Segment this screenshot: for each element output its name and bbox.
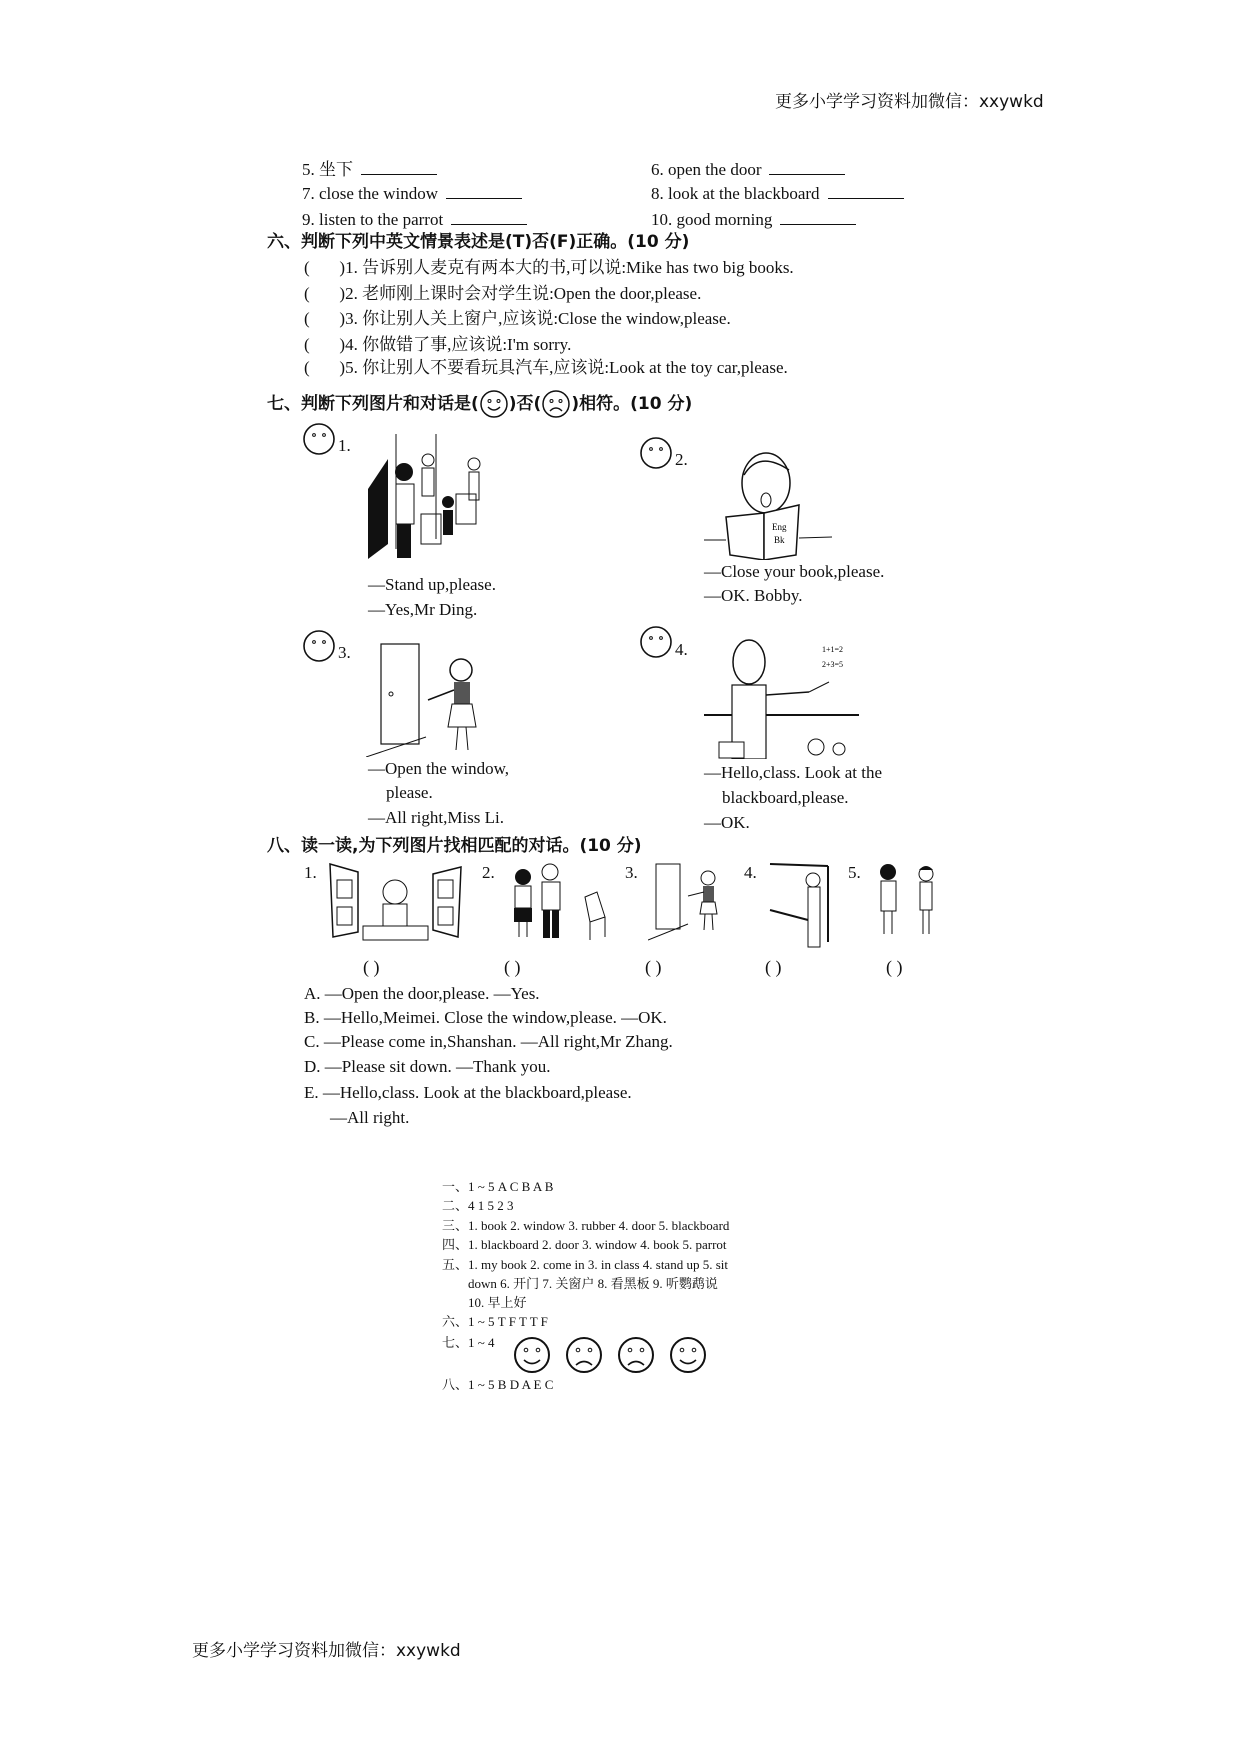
- tf-text: 3. 你让别人关上窗户,应该说:Close the window,please.: [345, 309, 731, 328]
- vocab-label: 7. close the window: [302, 184, 438, 203]
- answer-paren[interactable]: ( ): [304, 284, 346, 303]
- answer-paren[interactable]: ( ): [304, 358, 346, 377]
- dialog-line: blackboard,please.: [722, 788, 849, 807]
- answer-paren[interactable]: ( ): [645, 957, 662, 977]
- dialog-line: —OK.: [704, 813, 750, 832]
- dialog-line: please.: [386, 783, 433, 802]
- dialog-line: —Close your book,please.: [704, 562, 885, 581]
- answer-paren[interactable]: ( ): [304, 258, 346, 277]
- option-c: C. —Please come in,Shanshan. —All right,Mr Zhang.: [304, 1032, 673, 1051]
- section8-heading: 八、读一读,为下列图片找相匹配的对话。(10 分): [267, 836, 642, 856]
- vocab-item-7: [302, 184, 522, 204]
- picture-number: 3.: [625, 863, 638, 882]
- answer-line: 一、1 ~ 5 A C B A B: [442, 1179, 554, 1194]
- answer-faces: [512, 1335, 708, 1375]
- dialog-line: —OK. Bobby.: [704, 586, 803, 605]
- vocab-label: 9. listen to the parrot: [302, 210, 444, 229]
- answer-line: 10. 早上好: [468, 1295, 527, 1310]
- answer-line: 六、1 ~ 5 T F T T F: [442, 1314, 548, 1329]
- answer-blank[interactable]: [361, 160, 437, 175]
- vocab-item-10: [651, 210, 856, 230]
- vocab-item-6: [651, 160, 845, 180]
- dialog-line: —Stand up,please.: [368, 575, 496, 594]
- vocab-item-5: [302, 160, 437, 180]
- dialog-line: —Yes,Mr Ding.: [368, 600, 478, 619]
- boy-and-girl-talking-illustration: [873, 862, 943, 940]
- section6-heading: 六、判断下列中英文情景表述是(T)否(F)正确。(10 分): [267, 232, 690, 252]
- answer-paren[interactable]: ( ): [504, 957, 521, 977]
- answer-blank[interactable]: [446, 184, 522, 199]
- frown-face-icon: [616, 1335, 656, 1375]
- smile-face-icon: [668, 1335, 708, 1375]
- svg-text:Eng: Eng: [772, 522, 787, 532]
- option-b: B. —Hello,Meimei. Close the window,please. —OK.: [304, 1008, 667, 1027]
- answer-paren[interactable]: ( ): [304, 309, 346, 328]
- heading-part: )相符。(10 分): [571, 394, 693, 414]
- option-e-continued: —All right.: [330, 1108, 410, 1127]
- picture-number: 5.: [848, 863, 861, 882]
- answer-line: 八、1 ~ 5 B D A E C: [442, 1377, 554, 1392]
- frown-face-icon: [541, 389, 571, 419]
- picture-number: 1.: [304, 863, 317, 882]
- answer-blank[interactable]: [828, 184, 904, 199]
- answer-blank[interactable]: [780, 210, 856, 225]
- answer-blank[interactable]: [451, 210, 527, 225]
- tf-item: [304, 358, 788, 378]
- vocab-label: 5. 坐下: [302, 160, 353, 179]
- answer-blank[interactable]: [769, 160, 845, 175]
- vocab-label: 10. good morning: [651, 210, 773, 229]
- watermark-bottom: 更多小学学习资料加微信：xxywkd: [192, 1641, 461, 1661]
- answer-line: 四、1. blackboard 2. door 3. window 4. book 5. parrot: [442, 1237, 727, 1252]
- tf-item: [304, 284, 701, 304]
- vocab-item-9: [302, 210, 527, 230]
- vocab-item-8: [651, 184, 904, 204]
- tf-item: [304, 309, 731, 329]
- heading-part: 七、判断下列图片和对话是(: [267, 394, 479, 414]
- smile-face-icon: [479, 389, 509, 419]
- picture-number: 4.: [744, 863, 757, 882]
- boy-reading-book-illustration: [704, 445, 834, 560]
- heading-part: )否(: [508, 394, 542, 414]
- answer-paren[interactable]: ( ): [304, 335, 346, 354]
- option-d: D. —Please sit down. —Thank you.: [304, 1057, 551, 1076]
- item-number: 3.: [338, 643, 351, 662]
- svg-text:1+1=2: 1+1=2: [822, 645, 844, 654]
- tf-item: [304, 258, 794, 278]
- dialog-line: —Hello,class. Look at the: [704, 763, 882, 782]
- smile-face-icon: [512, 1335, 552, 1375]
- blank-face-answer[interactable]: [639, 436, 673, 470]
- item-number: 4.: [675, 640, 688, 659]
- section7-heading: [267, 389, 692, 419]
- girl-and-woman-with-chair-illustration: [505, 862, 610, 942]
- answer-paren[interactable]: ( ): [363, 957, 380, 977]
- girl-pointing-door-small-illustration: [648, 862, 728, 942]
- girl-at-window-illustration: [328, 862, 463, 942]
- vocab-label: 8. look at the blackboard: [651, 184, 820, 203]
- blank-face-answer[interactable]: [302, 629, 336, 663]
- tf-text: 1. 告诉别人麦克有两本大的书,可以说:Mike has two big books.: [345, 258, 794, 277]
- classroom-teacher-students-illustration: [366, 434, 486, 564]
- blank-face-answer[interactable]: [639, 625, 673, 659]
- answer-line: 三、1. book 2. window 3. rubber 4. door 5. blackboard: [442, 1218, 730, 1233]
- blank-face-answer[interactable]: [302, 422, 336, 456]
- vocab-label: 6. open the door: [651, 160, 762, 179]
- item-number: 1.: [338, 436, 351, 455]
- tf-text: 4. 你做错了事,应该说:I'm sorry.: [345, 335, 572, 354]
- picture-number: 2.: [482, 863, 495, 882]
- answer-paren[interactable]: ( ): [886, 957, 903, 977]
- option-e: E. —Hello,class. Look at the blackboard,please.: [304, 1083, 632, 1102]
- dialog-line: —All right,Miss Li.: [368, 808, 505, 827]
- dialog-line: —Open the window,: [368, 759, 510, 778]
- item-number: 2.: [675, 450, 688, 469]
- svg-text:Bk: Bk: [774, 535, 785, 545]
- option-a: A. —Open the door,please. —Yes.: [304, 984, 540, 1003]
- girl-pointing-door-illustration: [366, 642, 486, 757]
- teacher-writing-blackboard-illustration: [768, 862, 833, 952]
- answer-paren[interactable]: ( ): [765, 957, 782, 977]
- tf-item: [304, 335, 571, 355]
- tf-text: 2. 老师刚上课时会对学生说:Open the door,please.: [345, 284, 702, 303]
- answer-line: 二、4 1 5 2 3: [442, 1198, 514, 1213]
- answer-line: down 6. 开门 7. 关窗户 8. 看黑板 9. 听鹦鹉说: [468, 1276, 718, 1291]
- answer-line: 七、1 ~ 4: [442, 1335, 495, 1350]
- teacher-at-blackboard-illustration: [704, 637, 859, 759]
- frown-face-icon: [564, 1335, 604, 1375]
- svg-text:2+3=5: 2+3=5: [822, 660, 844, 669]
- watermark-top: 更多小学学习资料加微信：xxywkd: [775, 92, 1044, 112]
- answer-line: 五、1. my book 2. come in 3. in class 4. stand up 5. sit: [442, 1257, 728, 1272]
- tf-text: 5. 你让别人不要看玩具汽车,应该说:Look at the toy car,please.: [345, 358, 788, 377]
